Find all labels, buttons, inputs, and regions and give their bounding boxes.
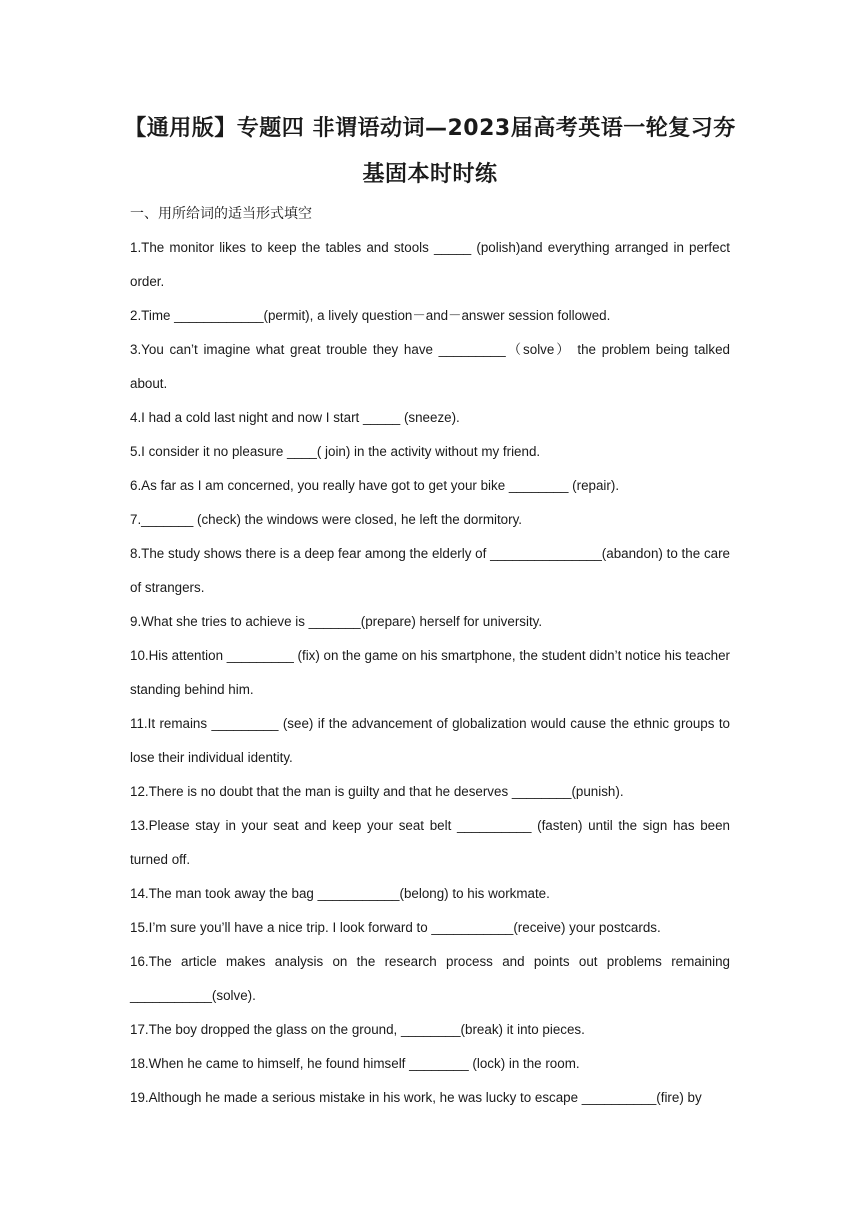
question-item: 18.When he came to himself, he found himself ________ (lock) in the room.	[130, 1056, 580, 1071]
question-item: 14.The man took away the bag ___________(belong) to his workmate.	[130, 886, 550, 901]
question-item: 5.I consider it no pleasure ____( join) in the activity without my friend.	[130, 444, 541, 459]
question-item: 11.It remains _________ (see) if the advancement of globalization would cause the ethnic groups to lose their individual identity.	[130, 716, 730, 765]
question-item: 9.What she tries to achieve is _______(prepare) herself for university.	[130, 614, 543, 629]
question-item: 13.Please stay in your seat and keep your seat belt __________ (fasten) until the sign has been turned off.	[130, 818, 730, 867]
question-item: 16.The article makes analysis on the research process and points out problems remaining ___________(solve).	[130, 954, 730, 1003]
question-item: 3.You can’t imagine what great trouble they have _________（solve） the problem being talked about.	[130, 342, 730, 391]
section-heading: 一、用所给词的适当形式填空	[130, 206, 312, 222]
question-item: 8.The study shows there is a deep fear among the elderly of _______________(abandon) to the care of strangers.	[130, 546, 730, 595]
question-item: 19.Although he made a serious mistake in his work, he was lucky to escape __________(fire) by	[130, 1090, 702, 1105]
question-item: 4.I had a cold last night and now I start _____ (sneeze).	[130, 410, 460, 425]
question-item: 17.The boy dropped the glass on the ground, ________(break) it into pieces.	[130, 1022, 585, 1037]
question-item: 12.There is no doubt that the man is guilty and that he deserves ________(punish).	[130, 784, 624, 799]
question-item: 2.Time ____________(permit), a lively question－and－answer session followed.	[130, 308, 611, 323]
question-item: 7._______ (check) the windows were closed, he left the dormitory.	[130, 512, 523, 527]
document-title: 【通用版】专题四 非谓语动词—2023届高考英语一轮复习夯基固本时时练	[124, 116, 736, 187]
document-page	[124, 106, 736, 1115]
question-item: 15.I’m sure you’ll have a nice trip. I look forward to ___________(receive) your postcards.	[130, 920, 661, 935]
question-item: 10.His attention _________ (fix) on the game on his smartphone, the student didn’t notice his teacher standing behind him.	[130, 648, 730, 697]
question-item: 6.As far as I am concerned, you really have got to get your bike ________ (repair).	[130, 478, 620, 493]
question-item: 1.The monitor likes to keep the tables and stools _____ (polish)and everything arranged in perfect order.	[130, 240, 730, 289]
